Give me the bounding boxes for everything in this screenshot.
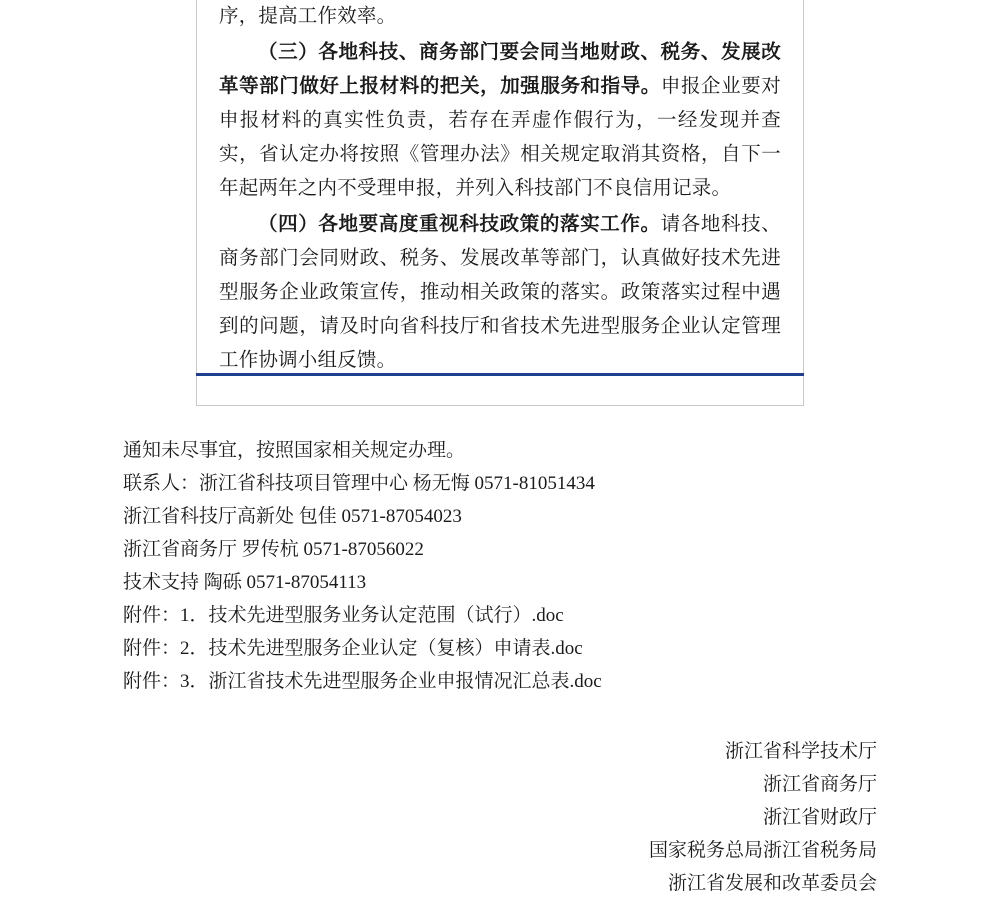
signature-block: [377, 735, 877, 900]
paragraph-text: 序，提高工作效率。: [219, 6, 397, 27]
paragraph-body-text: 请各地科技、商务部门会同财政、税务、发展改革等部门，认真做好技术先进型服务企业政策宣传，推动相关政策的落实。政策落实过程中遇到的问题，请及时向省科技厅和省技术先进型服务企业认定管理工作协调小组反馈。: [219, 214, 781, 371]
notice-frame: [196, 0, 804, 406]
paragraph-continued: [219, 0, 781, 34]
paragraph-heading-text: （三）各地科技、商务部门要会同当地财政、税务、发展改革等部门做好上报材料的把关，加强服务和指导。: [219, 42, 781, 97]
body-line: 浙江省商务厅 罗传杭 0571-87056022: [123, 539, 424, 560]
paragraph-heading-text: （四）各地要高度重视科技政策的落实工作。: [258, 214, 661, 235]
signature-line: 国家税务总局浙江省税务局: [648, 840, 877, 861]
body-line: 通知未尽事宜，按照国家相关规定办理。: [123, 440, 466, 461]
attachment-line: 附件：1．技术先进型服务业务认定范围（试行）.doc: [123, 605, 564, 626]
paragraph-item-four: [219, 208, 781, 378]
signature-line: 浙江省商务厅: [762, 774, 877, 795]
signature-line: 浙江省科学技术厅: [724, 741, 877, 762]
attachment-line: 附件：3．浙江省技术先进型服务企业申报情况汇总表.doc: [123, 671, 602, 692]
signature-line: 浙江省发展和改革委员会: [667, 873, 877, 894]
paragraph-body-text: 申报企业要对申报材料的真实性负责，若存在弄虚作假行为，一经发现并查实，省认定办将按照《管理办法》相关规定取消其资格，自下一年起两年之内不受理申报，并列入科技部门不良信用记录。: [219, 76, 781, 199]
signature-line: 浙江省财政厅: [762, 807, 877, 828]
body-line: 联系人：浙江省科技项目管理中心 杨无悔 0571-81051434: [123, 473, 595, 494]
body-line: 浙江省科技厅高新处 包佳 0571-87054023: [123, 506, 462, 527]
frame-bottom-border: [196, 405, 804, 406]
attachment-line: 附件：2．技术先进型服务企业认定（复核）申请表.doc: [123, 638, 583, 659]
body-text-block: [123, 434, 883, 698]
body-line: 技术支持 陶砾 0571-87054113: [123, 572, 367, 593]
blue-divider-rule: [196, 373, 804, 376]
paragraph-item-three: [219, 36, 781, 206]
